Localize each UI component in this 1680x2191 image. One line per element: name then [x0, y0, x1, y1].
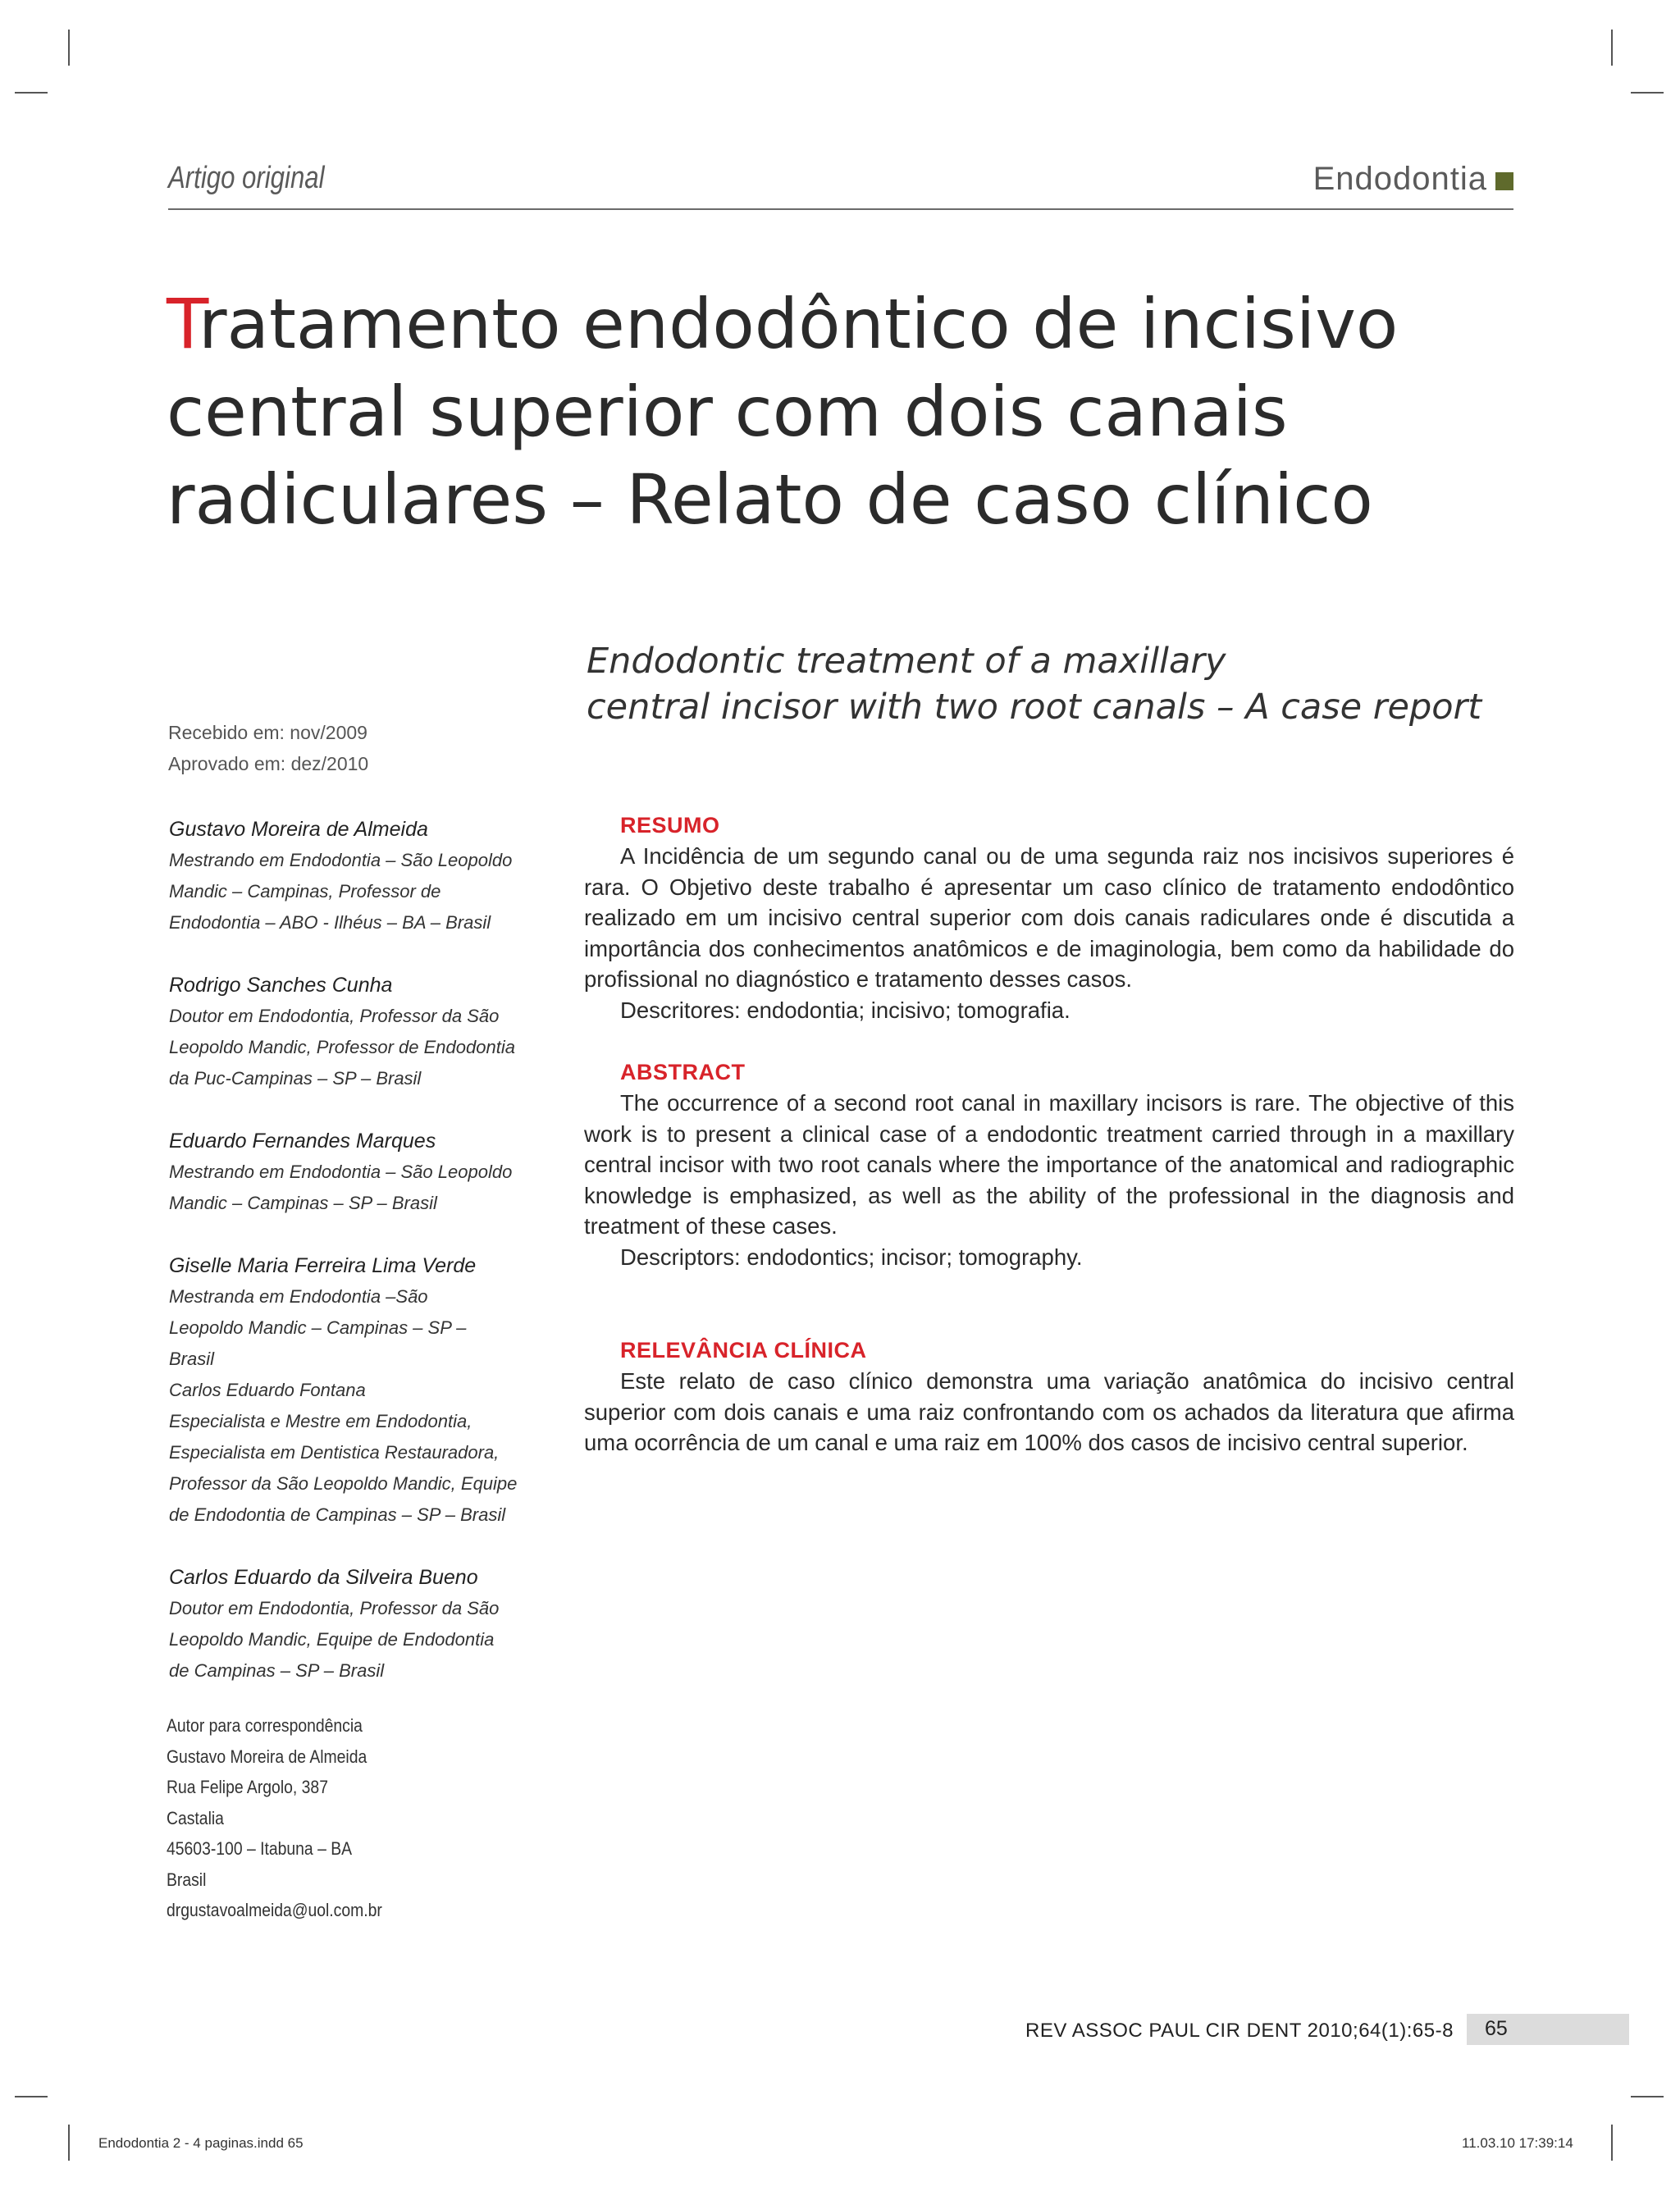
- author-name: Giselle Maria Ferreira Lima Verde: [169, 1254, 477, 1277]
- print-slug-timestamp: 11.03.10 17:39:14: [1462, 2135, 1573, 2151]
- author-affiliation-line: Especialista em Dentistica Restauradora,: [169, 1442, 500, 1463]
- author-affiliation-line: Mestrando em Endodontia – São Leopoldo: [169, 1162, 513, 1182]
- title-initial: T: [167, 284, 199, 364]
- abstract-descriptors: Descriptors: endodontics; incisor; tomography.: [620, 1244, 1083, 1270]
- relevancia-heading: RELEVÂNCIA CLÍNICA: [620, 1338, 867, 1363]
- author-name: Eduardo Fernandes Marques: [169, 1130, 436, 1153]
- author-name: Rodrigo Sanches Cunha: [169, 974, 393, 997]
- crop-mark: [68, 2125, 70, 2161]
- correspondence-line: Rua Felipe Argolo, 387: [167, 1777, 328, 1797]
- crop-mark: [1611, 2125, 1613, 2161]
- author-entry: [169, 814, 530, 938]
- author-affiliation-line: Leopoldo Mandic, Equipe de Endodontia: [169, 1629, 495, 1650]
- resumo-section: [584, 810, 1514, 1025]
- author-affiliation-line: Doutor em Endodontia, Professor da São: [169, 1598, 500, 1618]
- author-affiliation-line: Mandic – Campinas – SP – Brasil: [169, 1193, 437, 1213]
- resumo-descriptors: Descritores: endodontia; incisivo; tomografia.: [620, 997, 1071, 1023]
- correspondence-block: [167, 1710, 382, 1926]
- author-entry: [169, 1250, 530, 1531]
- correspondence-line: 45603-100 – Itabuna – BA: [167, 1838, 353, 1859]
- square-icon: [1495, 172, 1513, 190]
- english-title: [587, 638, 1522, 730]
- author-affiliation-line: de Endodontia de Campinas – SP – Brasil: [169, 1504, 506, 1525]
- article-title: [167, 281, 1495, 544]
- abstract-body: The occurrence of a second root canal in maxillary incisors is rare. The objective of this work is to present a clinical case of a endodontic treatment carried through in a maxillary central incisor with two root canals where the importance of the anatomical and radiographic knowledge is emphasized, as well as the ability of the professional in the diagnosis and treatment of these cases.: [584, 1090, 1514, 1239]
- author-list: [169, 814, 530, 1718]
- title-rest: ratamento endodôntico de incisivo central superior com dois canais radiculares – Relato de caso clínico: [167, 284, 1399, 540]
- page-number: 65: [1485, 2017, 1508, 2040]
- author-affiliation-line: de Campinas – SP – Brasil: [169, 1660, 385, 1681]
- author-affiliation-line: Especialista e Mestre em Endodontia,: [169, 1411, 472, 1431]
- section-label: Artigo original: [168, 161, 325, 195]
- correspondence-line: Brasil: [167, 1869, 207, 1890]
- crop-mark: [1631, 92, 1664, 94]
- crop-mark: [1631, 2096, 1664, 2097]
- correspondence-heading: Autor para correspondência: [167, 1715, 363, 1736]
- correspondence-line: drgustavoalmeida@uol.com.br: [167, 1900, 382, 1920]
- crop-mark: [68, 30, 70, 66]
- author-affiliation-line: Mandic – Campinas, Professor de: [169, 881, 441, 902]
- correspondence-lines: [167, 1741, 382, 1926]
- category-tag: [1313, 161, 1513, 198]
- crop-mark: [15, 92, 48, 94]
- crop-mark: [15, 2096, 48, 2097]
- print-slug-file: Endodontia 2 - 4 paginas.indd 65: [98, 2135, 304, 2151]
- approved-date: Aprovado em: dez/2010: [168, 753, 369, 774]
- resumo-body: A Incidência de um segundo canal ou de uma segunda raiz nos incisivos superiores é rara. O Objetivo deste trabalho é apresentar um caso clínico de tratamento endodôntico realizado em um incisivo central superior com dois canais radiculares onde é discutida a importância dos conhecimentos anatômicos e de imaginologia, bem como da habilidade do profissional no diagnóstico e tratamento desses casos.: [584, 843, 1514, 992]
- author-affiliation-line: Mestranda em Endodontia –São: [169, 1286, 428, 1307]
- author-affiliation-line: da Puc-Campinas – SP – Brasil: [169, 1068, 422, 1089]
- abstract-heading: ABSTRACT: [620, 1060, 746, 1084]
- author-entry: [169, 1125, 530, 1219]
- category-label: Endodontia: [1312, 161, 1487, 197]
- author-name: Gustavo Moreira de Almeida: [169, 818, 428, 841]
- correspondence-line: Castalia: [167, 1807, 224, 1828]
- author-affiliation-line: Mestrando em Endodontia – São Leopoldo: [169, 850, 513, 870]
- author-affiliation-line: Doutor em Endodontia, Professor da São: [169, 1006, 500, 1026]
- author-affiliation-line: Carlos Eduardo Fontana: [169, 1380, 366, 1400]
- author-entry: [169, 1562, 530, 1687]
- resumo-heading: RESUMO: [620, 813, 720, 838]
- author-affiliation-line: Leopoldo Mandic, Professor de Endodontia: [169, 1037, 515, 1057]
- relevancia-section: [584, 1335, 1514, 1458]
- relevancia-body: Este relato de caso clínico demonstra uma variação anatômica do incisivo central superior com dois canais e uma raiz confrontando com os achados da literatura que afirma uma ocorrência de um canal e uma raiz em 100% dos casos de incisivo central superior.: [584, 1368, 1514, 1455]
- received-date: Recebido em: nov/2009: [168, 722, 368, 743]
- abstract-section: [584, 1057, 1514, 1272]
- author-affiliation-line: Professor da São Leopoldo Mandic, Equipe: [169, 1473, 518, 1494]
- author-entry: [169, 970, 530, 1094]
- author-affiliation-line: Brasil: [169, 1349, 215, 1369]
- running-header: [168, 161, 1513, 210]
- author-affiliation-line: Endodontia – ABO - Ilhéus – BA – Brasil: [169, 912, 491, 933]
- crop-mark: [1611, 30, 1613, 66]
- author-name: Carlos Eduardo da Silveira Bueno: [169, 1566, 478, 1589]
- english-title-line: central incisor with two root canals – A case report: [587, 687, 1482, 728]
- english-title-line: Endodontic treatment of a maxillary: [587, 641, 1226, 682]
- correspondence-line: Gustavo Moreira de Almeida: [167, 1746, 368, 1767]
- author-affiliation-line: Leopoldo Mandic – Campinas – SP –: [169, 1317, 467, 1338]
- journal-citation: REV ASSOC PAUL CIR DENT 2010;64(1):65-8: [1025, 2020, 1454, 2042]
